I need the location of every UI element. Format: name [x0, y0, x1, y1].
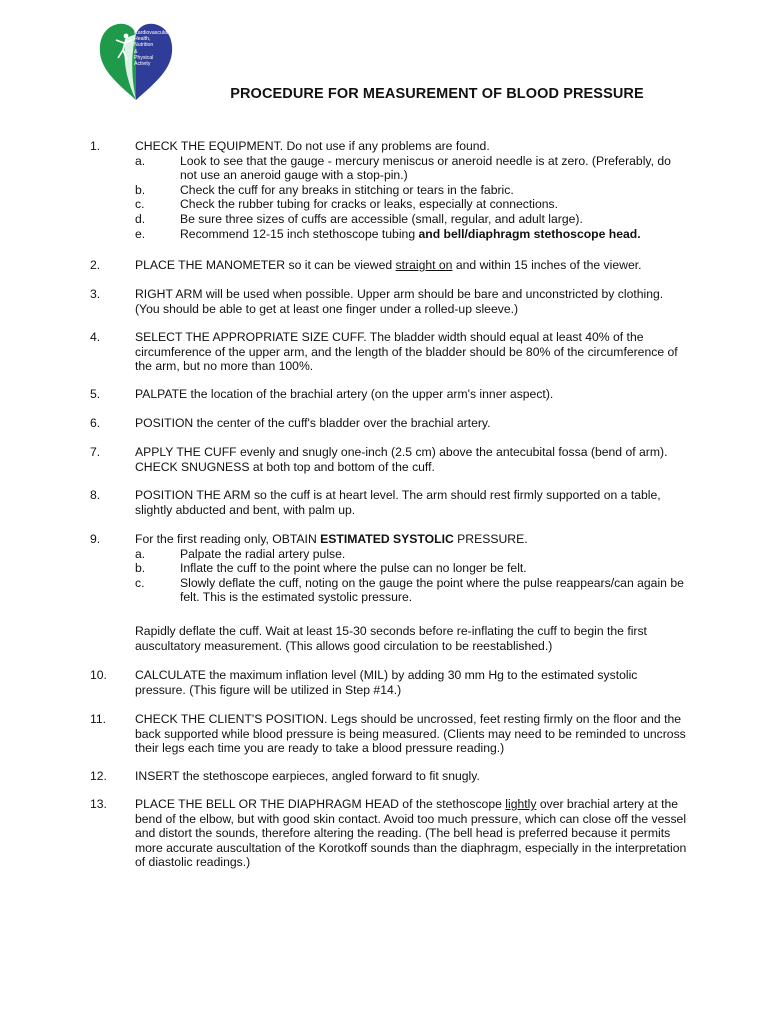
item-body: APPLY THE CUFF evenly and snugly one-inch (2.5 cm) above the antecubital fossa (bend of arm). CHECK SNUGNESS at both top and bottom of the cuff. [135, 445, 668, 474]
sub-item: d. Be sure three sizes of cuffs are accessible (small, regular, and adult large). [135, 211, 583, 226]
sub-item: b. Check the cuff for any breaks in stitching or tears in the fabric. [135, 182, 514, 197]
item-note: Rapidly deflate the cuff. Wait at least 15-30 seconds before re-inflating the cuff to begin the first auscultatory measurement. (This allows good circulation to be reestablished.) [135, 624, 647, 653]
item-body: PLACE THE BELL OR THE DIAPHRAGM HEAD of the stethoscope lightly over brachial artery at the bend of the elbow, but with good skin contact. Avoid too much pressure, which can close off the vessel and distort the sounds, therefore altering the reading. (The bell head is preferred because it permits more accurate auscultation of the Korotkoff sounds than the diaphragm, especially in the interpretation of diastolic readings.) [135, 797, 687, 870]
item-body: CHECK THE EQUIPMENT. Do not use if any problems are found. a. Look to see that the gauge - mercury meniscus or aneroid needle is at zero. (Preferably, do not use an aneroid gauge with a stop-pin.) b. Check the cuff for any breaks in stitching or tears in the fabric. c. Check the rubber tubing for cracks or leaks, especially at connections. d. Be sure three sizes of cuffs are accessible (small, regular, and adult large). e. Recommend 12-15 inch stethoscope tubing and bell/diaphragm stethoscope head. [135, 139, 690, 241]
sub-item: c. Check the rubber tubing for cracks or leaks, especially at connections. [135, 197, 559, 212]
item-number: 3. [90, 287, 101, 301]
item-body: CALCULATE the maximum inflation level (MIL) by adding 30 mm Hg to the estimated systolic pressure. (This figure will be utilized in Step #14.) [135, 668, 638, 697]
item-number: 5. [90, 387, 101, 401]
sub-item: a. Look to see that the gauge - mercury meniscus or aneroid needle is at zero. (Preferably, do not use an aneroid gauge with a stop-pin.) [135, 153, 671, 183]
sub-item: e. Recommend 12-15 inch stethoscope tubing and bell/diaphragm stethoscope head. [135, 226, 641, 241]
sub-item: b. Inflate the cuff to the point where the pulse can no longer be felt. [135, 561, 527, 576]
item-number: 4. [90, 330, 101, 344]
item-number: 12. [90, 769, 107, 783]
page-title: PROCEDURE FOR MEASUREMENT OF BLOOD PRESSURE [230, 86, 644, 102]
item-number: 9. [90, 532, 101, 546]
item-body: PALPATE the location of the brachial artery (on the upper arm's inner aspect). [135, 387, 554, 401]
item-body: POSITION the center of the cuff's bladder over the brachial artery. [135, 416, 491, 430]
item-number: 13. [90, 797, 107, 811]
item-body: POSITION THE ARM so the cuff is at heart level. The arm should rest firmly supported on a table, slightly abducted and bent, with palm up. [135, 488, 661, 517]
item-body: For the first reading only, OBTAIN ESTIMATED SYSTOLIC PRESSURE. a. Palpate the radial artery pulse. b. Inflate the cuff to the point where the pulse can no longer be felt. c. Slowly deflate the cuff, noting on the gauge the point where the pulse reappears/can again be felt. This is the estimated systolic pressure. [135, 532, 690, 605]
item-body: CHECK THE CLIENT'S POSITION. Legs should be uncrossed, feet resting firmly on the floor and the back supported while blood pressure is being measured. (Clients may need to be reminded to uncross their legs each time you are ready to take a blood pressure reading.) [135, 712, 686, 756]
item-body: RIGHT ARM will be used when possible. Upper arm should be bare and unconstricted by clothing. (You should be able to get at least one finger under a rolled-up sleeve.) [135, 287, 664, 316]
item-number: 10. [90, 668, 107, 682]
item-number: 6. [90, 416, 101, 430]
item-body: INSERT the stethoscope earpieces, angled forward to fit snugly. [135, 769, 480, 783]
item-number: 11. [90, 712, 107, 726]
item-number: 7. [90, 445, 101, 459]
sub-item: c. Slowly deflate the cuff, noting on the gauge the point where the pulse reappears/can again be felt. This is the estimated systolic pressure. [135, 575, 684, 605]
sub-item: a. Palpate the radial artery pulse. [135, 546, 346, 561]
item-body: PLACE THE MANOMETER so it can be viewed straight on and within 15 inches of the viewer. [135, 258, 642, 272]
item-number: 8. [90, 488, 101, 502]
item-number: 2. [90, 258, 101, 272]
item-number: 1. [90, 139, 101, 153]
logo-text: Cardiovascular Health, Nutrition & Physical Activity [134, 30, 169, 68]
item-body: SELECT THE APPROPRIATE SIZE CUFF. The bladder width should equal at least 40% of the circumference of the upper arm, and the length of the bladder should be 80% of the circumference of the arm, but no more than 100%. [135, 330, 678, 374]
